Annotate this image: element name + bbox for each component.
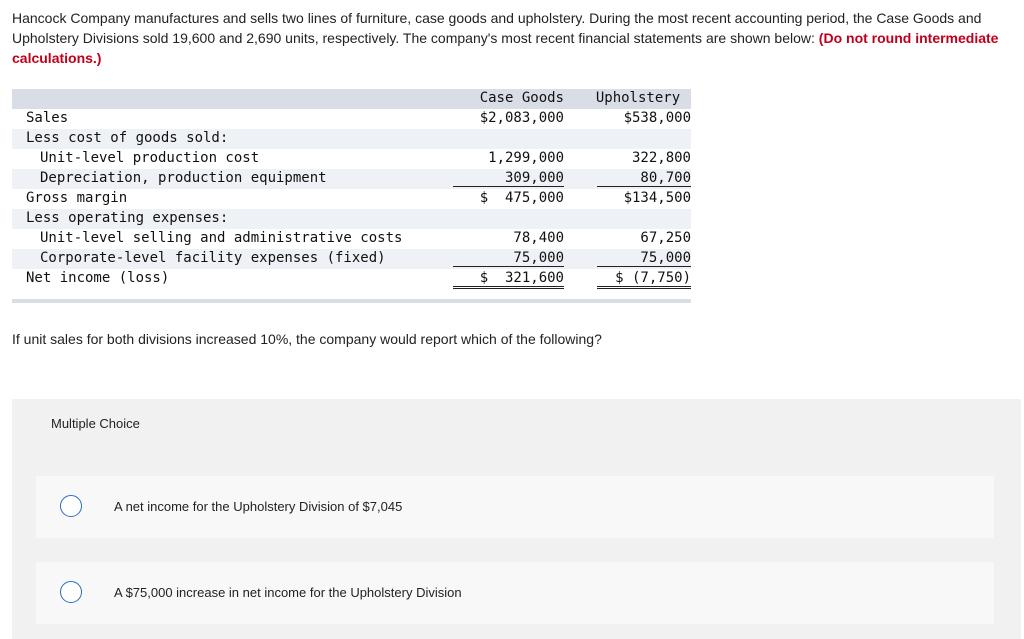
table-row bbox=[12, 249, 691, 269]
table-row bbox=[12, 169, 691, 189]
multiple-choice-label: Multiple Choice bbox=[51, 416, 140, 431]
table-header-row bbox=[12, 89, 691, 109]
choice-option[interactable] bbox=[36, 562, 994, 624]
table-row bbox=[12, 109, 691, 129]
header-upholstery: Upholstery bbox=[585, 90, 691, 106]
row-label: Corporate-level facility expenses (fixed) bbox=[40, 250, 386, 266]
table-row bbox=[12, 189, 691, 209]
choice-text: A net income for the Upholstery Division of $7,045 bbox=[114, 499, 403, 514]
row-label: Sales bbox=[26, 110, 69, 126]
table-bottom-border bbox=[12, 299, 691, 303]
intro-warning: (Do not round intermediate calculations.) bbox=[12, 30, 999, 66]
table-row bbox=[12, 129, 691, 149]
table-row bbox=[12, 229, 691, 249]
upholstery-value: 67,250 bbox=[640, 230, 691, 246]
intro-text: Hancock Company manufactures and sells two lines of furniture, case goods and upholstery. During the most recent accounting period, the Case Goods and Upholstery Divisions sold 19,600 and 2,690 units, respectively. The company's most recent financial statements are shown below: bbox=[12, 10, 982, 46]
table-row bbox=[12, 269, 691, 291]
choice-option[interactable] bbox=[36, 476, 994, 538]
case-goods-value: $ 321,600 bbox=[453, 270, 564, 289]
upholstery-value: $134,500 bbox=[623, 190, 691, 206]
row-label: Less operating expenses: bbox=[26, 210, 229, 226]
row-label: Unit-level production cost bbox=[40, 150, 260, 166]
upholstery-value: $ (7,750) bbox=[597, 270, 691, 289]
upholstery-value: $538,000 bbox=[623, 110, 691, 126]
upholstery-value: 322,800 bbox=[631, 150, 691, 166]
case-goods-value: 309,000 bbox=[453, 170, 564, 187]
upholstery-value: 80,700 bbox=[597, 170, 691, 187]
upholstery-value: 75,000 bbox=[597, 250, 691, 267]
case-goods-value: 75,000 bbox=[453, 250, 564, 267]
row-label: Unit-level selling and administrative costs bbox=[40, 230, 403, 246]
row-label: Net income (loss) bbox=[26, 270, 170, 286]
question-text: If unit sales for both divisions increased 10%, the company would report which of the following? bbox=[12, 331, 602, 347]
case-goods-value: $ 475,000 bbox=[479, 190, 564, 206]
case-goods-value: 1,299,000 bbox=[488, 150, 564, 166]
radio-button[interactable] bbox=[60, 581, 82, 603]
multiple-choice-panel bbox=[12, 399, 1021, 639]
financial-statement-table bbox=[12, 89, 691, 291]
problem-intro bbox=[12, 8, 1017, 68]
choice-text: A $75,000 increase in net income for the Upholstery Division bbox=[114, 585, 462, 600]
row-label: Depreciation, production equipment bbox=[40, 170, 327, 186]
table-row bbox=[12, 209, 691, 229]
case-goods-value: $2,083,000 bbox=[479, 110, 564, 126]
table-row bbox=[12, 149, 691, 169]
row-label: Gross margin bbox=[26, 190, 128, 206]
case-goods-value: 78,400 bbox=[513, 230, 564, 246]
radio-button[interactable] bbox=[60, 495, 82, 517]
row-label: Less cost of goods sold: bbox=[26, 130, 229, 146]
header-case-goods: Case Goods bbox=[479, 90, 564, 106]
